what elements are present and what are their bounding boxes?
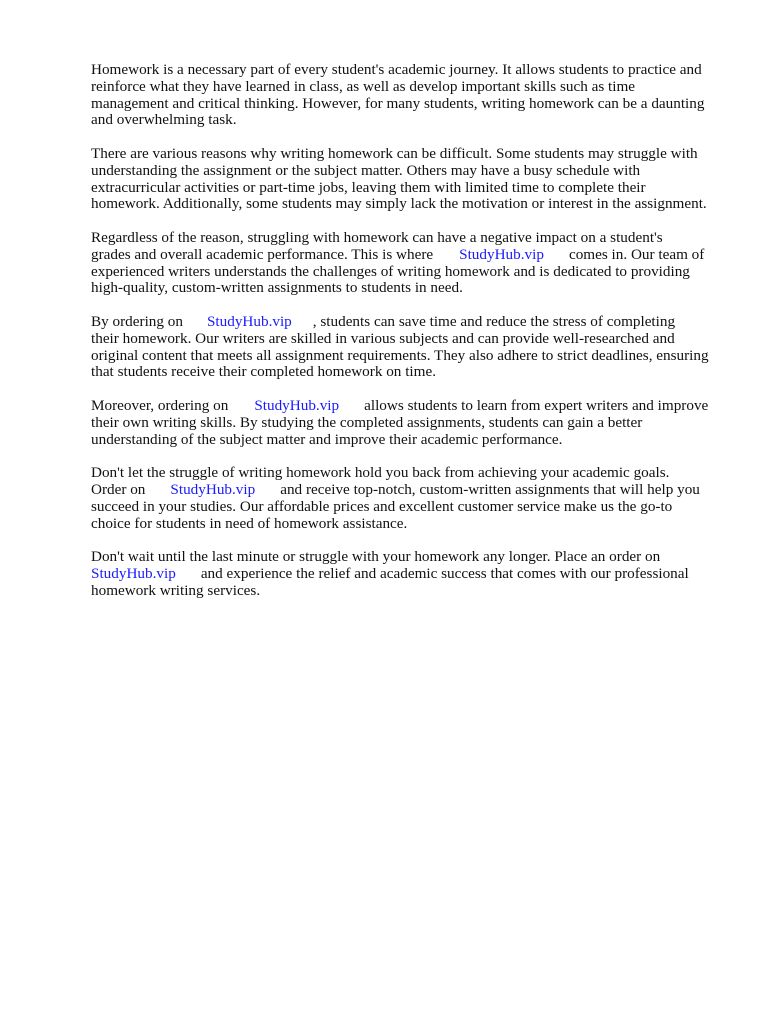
paragraph-3 — [91, 230, 731, 297]
text-line: and overwhelming task. — [91, 111, 237, 129]
paragraph-2 — [91, 146, 731, 213]
text-segment: By ordering on — [91, 312, 183, 330]
text-line: Don't wait until the last minute or struggle with your homework any longer. Place an order on — [91, 548, 661, 566]
text-line: reinforce what they have learned in class, as well as develop important skills such as time — [91, 77, 636, 95]
text-line-with-link — [91, 247, 731, 264]
text-line-with-link — [91, 482, 731, 499]
studyhub-link[interactable]: StudyHub.vip — [206, 312, 292, 330]
text-line: understanding of the subject matter and improve their academic performance. — [91, 430, 563, 448]
text-line: their homework. Our writers are skilled in various subjects and can provide well-researched and — [91, 329, 675, 347]
text-line-with-link — [91, 566, 731, 583]
paragraph-6 — [91, 465, 731, 532]
text-line: understanding the assignment or the subject matter. Others may have a busy schedule with — [91, 161, 641, 179]
text-line: high-quality, custom-written assignments to students in need. — [91, 279, 463, 297]
text-line: original content that meets all assignment requirements. They also adhere to strict deadlines, ensuring — [91, 346, 709, 364]
text-segment: grades and overall academic performance. This is where — [91, 245, 434, 263]
studyhub-link[interactable]: StudyHub.vip — [170, 480, 256, 498]
document-page — [91, 62, 731, 616]
text-line: that students receive their completed homework on time. — [91, 363, 436, 381]
text-line: management and critical thinking. However, for many students, writing homework can be a daunting — [91, 94, 705, 112]
text-line: homework. Additionally, some students may simply lack the motivation or interest in the assignment. — [91, 195, 707, 213]
text-line-with-link — [91, 314, 731, 331]
studyhub-link[interactable]: StudyHub.vip — [254, 396, 340, 414]
text-segment: and experience the relief and academic success that comes with our professional — [200, 564, 689, 582]
paragraph-7 — [91, 549, 731, 599]
text-segment: and receive top-notch, custom-written assignments that will help you — [280, 480, 700, 498]
text-line: succeed in your studies. Our affordable prices and excellent customer service make us the go-to — [91, 497, 673, 515]
text-segment: , students can save time and reduce the stress of completing — [312, 312, 676, 330]
text-segment: Order on — [91, 480, 146, 498]
studyhub-link[interactable]: StudyHub.vip — [91, 564, 176, 582]
text-line: Don't let the struggle of writing homework hold you back from achieving your academic goals. — [91, 464, 670, 482]
paragraph-5 — [91, 398, 731, 448]
text-line: experienced writers understands the challenges of writing homework and is dedicated to providing — [91, 262, 690, 280]
text-line: choice for students in need of homework assistance. — [91, 514, 408, 532]
text-line: extracurricular activities or part-time jobs, leaving them with limited time to complete their — [91, 178, 646, 196]
text-line: their own writing skills. By studying the completed assignments, students can gain a better — [91, 413, 643, 431]
text-segment: comes in. Our team of — [568, 245, 705, 263]
text-segment: Moreover, ordering on — [91, 396, 229, 414]
studyhub-link[interactable]: StudyHub.vip — [459, 245, 544, 263]
text-line-with-link — [91, 398, 731, 415]
text-line: homework writing services. — [91, 581, 261, 599]
text-segment: allows students to learn from expert writers and improve — [364, 396, 709, 414]
paragraph-4 — [91, 314, 731, 381]
paragraph-1 — [91, 62, 731, 129]
text-line: Homework is a necessary part of every student's academic journey. It allows students to practice and — [91, 61, 702, 78]
text-line: Regardless of the reason, struggling with homework can have a negative impact on a student's — [91, 228, 663, 246]
text-line: There are various reasons why writing homework can be difficult. Some students may struggle with — [91, 144, 698, 162]
